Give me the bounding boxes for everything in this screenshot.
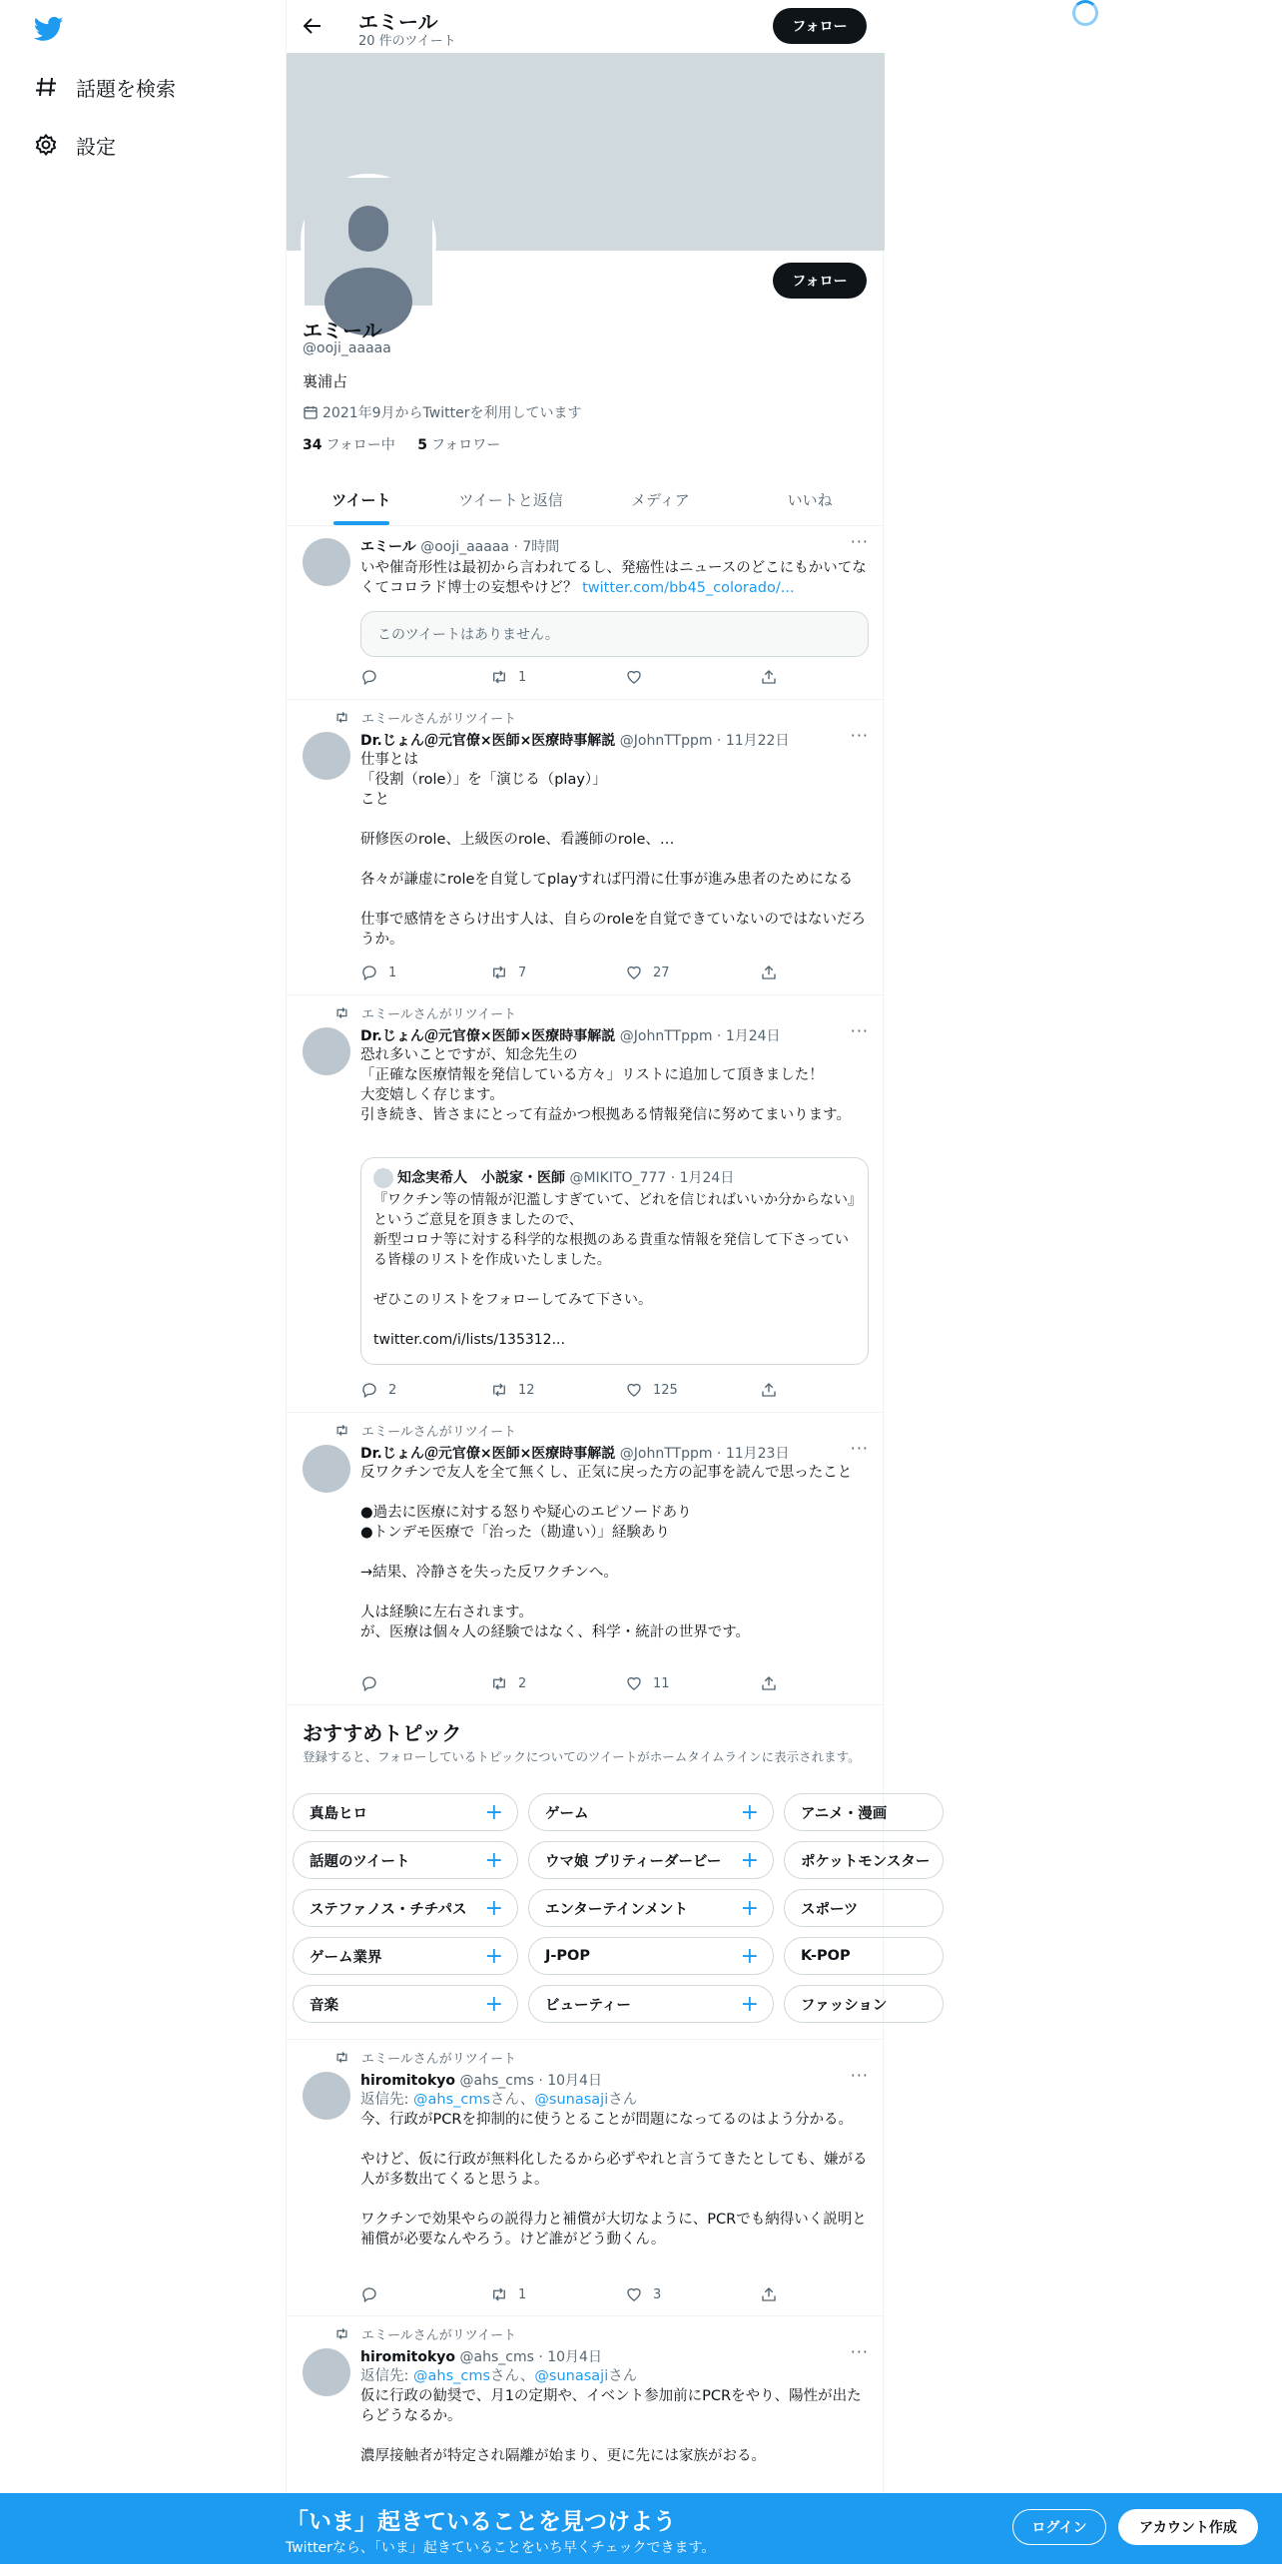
signup-button[interactable]: アカウント作成 [1118,2509,1258,2545]
signup-banner-subtitle: Twitterなら、「いま」起きていることをいち早くチェックできます。 [286,2540,716,2556]
tweet-text: 反ワクチンで友人を全て無くし、正気に戻った方の記事を読んで思ったこと ●過去に医療に対する怒りや疑心のエピソードあり ●トンデモ医療で「治った（勘違い）」経験あり →結果、冷静さを失った反ワクチンへ。 人は経験に左右されます。 が、医療は個々人の経験ではなく、科学・統計の世界です。 [360,1465,853,1640]
more-options-icon[interactable]: ··· [850,726,869,745]
reply-to-suffix: さん [608,2092,638,2108]
reply-to-user-link[interactable]: @sunasaji [534,2092,609,2108]
share-button[interactable] [760,1381,790,1399]
more-options-icon[interactable]: ··· [850,2066,869,2085]
tweet-item[interactable] [287,2040,885,2316]
followers-label: フォロワー [431,437,501,453]
nav-explore[interactable] [34,67,176,107]
topic-chip[interactable] [528,1889,774,1927]
like-button[interactable] [625,1674,760,1692]
tweet-handle-time[interactable]: @JohnTTppm · 1月24日 [619,1028,781,1044]
topic-chip-label: ポケットモンスター [801,1853,931,1870]
topic-chip[interactable] [293,1841,518,1879]
reply-to-suffix: さん [608,2368,638,2384]
back-arrow-icon[interactable] [301,14,324,38]
retweet-button[interactable] [490,1381,625,1399]
more-options-icon[interactable]: ··· [850,1021,869,1040]
reply-count: 1 [388,965,397,980]
retweeted-by-text[interactable]: エミールさんがリツイート [361,1007,517,1022]
tweet-header [360,536,871,556]
header-tweet-count: 20 件のツイート [358,34,456,49]
reply-to-mid: さん、 [490,2092,535,2108]
retweet-count: 7 [518,965,527,980]
share-button[interactable] [760,964,790,981]
topic-chip[interactable] [784,1937,944,1975]
topic-chip[interactable] [784,1889,944,1927]
retweet-button[interactable] [490,668,625,686]
reply-to-prefix: 返信先: [360,2092,413,2108]
reply-button[interactable] [360,1381,490,1399]
retweeted-by-text[interactable]: エミールさんがリツイート [361,2052,517,2067]
profile-join-date [303,402,581,422]
tab-media[interactable]: メディア [630,490,690,509]
following-count: 34 [303,437,322,453]
nav-settings[interactable] [34,125,116,165]
topic-chip-label: ゲーム [545,1805,589,1822]
calendar-icon [303,404,319,420]
nav-settings-label: 設定 [76,134,116,159]
recommended-topics [287,1705,931,2040]
retweet-icon [490,1674,508,1692]
retweet-count: 2 [518,1675,527,1691]
loading-spinner-icon [1072,0,1098,26]
retweet-context [334,2048,516,2067]
reply-icon [360,1381,378,1399]
topic-chip[interactable] [293,1937,518,1975]
retweet-icon [490,668,508,686]
topic-chip-label: ファッション [801,1997,888,2014]
retweet-context [334,1003,516,1022]
like-count: 125 [653,1382,678,1398]
like-button[interactable] [625,964,760,981]
tweet-author-name[interactable]: hiromitokyo [360,2073,456,2089]
plus-icon: + [740,1799,759,1825]
reply-icon [360,1674,378,1692]
topic-chip-label: 話題のツイート [310,1853,410,1870]
plus-icon: + [484,1991,503,2017]
like-count: 3 [653,2286,662,2302]
plus-icon: + [740,1847,759,1873]
profile-join-text: 2021年9月からTwitterを利用しています [322,405,582,421]
following-label: フォロー中 [325,437,395,453]
reply-to-user-link[interactable]: @sunasaji [534,2368,609,2384]
heart-icon [625,964,643,981]
topic-chip-label: ゲーム業界 [310,1949,382,1966]
topic-chip-label: ステファノス・チチパス [310,1901,467,1918]
quoted-tweet-text: 『ワクチン等の情報が氾濫しすぎていて、どれを信じればいいか分からない』というご意見を頂きましたので、 新型コロナ等に対する科学的な根拠のある貴重な情報を発信して下さっている皆様のリストを作成いたしました。 ぜひこのリストをフォローしてみて下さい。 twitter.com/i/lists/135312... [373,1192,856,1348]
retweet-icon [490,1381,508,1399]
retweet-small-icon [334,1423,349,1438]
share-button[interactable] [760,2285,790,2303]
topic-chip[interactable] [293,1793,518,1831]
topic-chip-label: 真島ヒロ [310,1805,367,1822]
topic-chip-label: スポーツ [801,1901,859,1918]
tweet-avatar[interactable] [303,538,350,586]
tweet-avatar[interactable] [303,1027,350,1075]
tweet-item[interactable] [287,526,885,700]
like-button[interactable] [625,1381,760,1399]
tweet-actions [360,1674,790,1692]
reply-count: 2 [388,1382,397,1398]
tweet-link[interactable]: twitter.com/bb45_colorado/... [582,580,795,596]
retweeted-by-text[interactable]: エミールさんがリツイート [361,712,517,727]
reply-button[interactable] [360,1674,490,1692]
quoted-author-name: 知念実希人 小説家・医師 [397,1170,565,1186]
plus-icon: + [740,1943,759,1969]
retweet-count: 1 [518,669,527,685]
profile-name: エミール [303,319,382,342]
retweet-context [334,2324,516,2343]
profile-header-bar [287,0,885,53]
topic-chip-label: 音楽 [310,1997,338,2014]
tweet-avatar[interactable] [303,732,350,780]
reply-icon [360,668,378,686]
tweet-avatar[interactable] [303,2348,350,2396]
topic-chip[interactable] [293,1985,518,2023]
tweet-header [360,2070,871,2090]
reply-icon [360,964,378,981]
plus-icon: + [740,1991,759,2017]
tweet-header [360,730,871,750]
profile-column [286,0,931,2564]
tweet-avatar[interactable] [303,2072,350,2120]
more-options-icon[interactable]: ··· [850,2342,869,2361]
tweet-handle-time[interactable]: @JohnTTppm · 11月22日 [619,733,790,749]
topic-chip[interactable] [528,1937,774,1975]
tweet-text: 恐れ多いことですが、知念先生の 「正確な医療情報を発信している方々」リストに追加して頂きました！ 大変嬉しく存じます。 引き続き、皆さまにとって有益かつ根拠ある情報発信に努めてまいります。 [360,1047,851,1123]
login-button[interactable]: ログイン [1012,2509,1106,2545]
profile-follow-button[interactable]: フォロー [773,263,867,299]
share-icon [760,2285,778,2303]
reply-button[interactable] [360,2285,490,2303]
tweet-item[interactable] [287,1413,885,1705]
more-options-icon[interactable]: ··· [850,532,869,551]
topic-chip-label: アニメ・漫画 [801,1805,888,1822]
tweet-item[interactable] [287,700,885,995]
quoted-avatar [373,1168,393,1188]
hashtag-icon [34,75,58,99]
reply-to-user-link[interactable]: @ahs_cms [413,2368,491,2384]
plus-icon: + [740,1895,759,1921]
tweet-text: 仕事とは 「役割（role）」を「演じる（play）」 こと 研修医のrole、上級医のrole、看護師のrole、… 各々が謙虚にroleを自覚してplayすれば円滑に仕事が進み患者のためになる 仕事で感情をさらけ出す人は、自らのroleを自覚できていないのではないだろうか。 [360,752,866,948]
topic-chip[interactable] [784,1793,944,1831]
plus-icon: + [484,1895,503,1921]
reply-to-line [360,2366,871,2386]
twitter-logo-icon[interactable] [34,14,64,44]
signup-banner-title: 「いま」起きていることを見つけよう [286,2509,676,2535]
heart-icon [625,2285,643,2303]
tweet-header [360,2346,871,2366]
like-button[interactable] [625,2285,760,2303]
tweet-actions [360,668,790,686]
reply-to-prefix: 返信先: [360,2368,413,2384]
like-button[interactable] [625,668,760,686]
unavailable-tweet-box: このツイートはありません。 [360,611,869,657]
topic-chip-label: エンターテインメント [545,1901,688,1918]
reply-to-line [360,2090,871,2110]
retweet-context [334,708,516,727]
reply-icon [360,2285,378,2303]
retweet-count: 12 [518,1382,535,1398]
tab-tweets[interactable]: ツイート [287,473,436,525]
header-follow-button[interactable]: フォロー [773,8,867,44]
retweet-small-icon [334,2326,349,2341]
topics-title: おすすめトピック [303,1721,462,1745]
topic-chip[interactable] [293,1889,518,1927]
tab-tweets-replies[interactable]: ツイートと返信 [458,490,563,509]
quoted-handle-time: @MIKITO_777 · 1月24日 [569,1170,735,1186]
tweet-author-name[interactable]: エミール [360,539,416,555]
retweet-context [334,1421,516,1440]
tweet-item[interactable] [287,995,885,1413]
retweet-small-icon [334,710,349,725]
tweet-text: 今、行政がPCRを抑制的に使うとることが問題になってるのはよう分かる。 やけど、仮に行政が無料化したるから必ずやれと言うてきたとしても、嫌がる人が多数出てくると思うよ。 ワクチンで効果やらの説得力と補償が大切なように、PCRでも納得いく説明と補償が必要なんやろう。けど誰がどう動くん。 [360,2112,868,2248]
topic-chip[interactable] [528,1985,774,2023]
tweet-avatar[interactable] [303,1445,350,1493]
retweet-button[interactable] [490,964,625,981]
topic-chip[interactable] [528,1841,774,1879]
heart-icon [625,668,643,686]
retweet-small-icon [334,2050,349,2065]
retweet-button[interactable] [490,2285,625,2303]
tweet-actions [360,1381,790,1399]
tweet-handle-time[interactable]: @ahs_cms · 10月4日 [459,2349,602,2365]
plus-icon: + [484,1943,503,1969]
share-button[interactable] [760,1674,790,1692]
tweet-handle-time[interactable]: @ahs_cms · 10月4日 [459,2073,602,2089]
gear-icon [34,133,58,157]
topic-chip-label: K-POP [801,1948,851,1964]
topic-chip[interactable] [784,1841,944,1879]
reply-to-mid: さん、 [490,2368,535,2384]
header-profile-name: エミール [358,10,438,34]
quoted-tweet[interactable] [360,1157,869,1365]
heart-icon [625,1674,643,1692]
followers-link[interactable] [417,437,500,453]
profile-avatar[interactable] [301,174,436,310]
share-icon [760,668,778,686]
tweet-text [360,558,871,598]
more-options-icon[interactable]: ··· [850,1439,869,1458]
tweet-handle-time[interactable]: @ooji_aaaaa · 7時間 [420,539,560,555]
tweet-text: 仮に行政の勧奨で、月1の定期や、イベント参加前にPCRをやり、陽性が出たらどうなるか。 濃厚接触者が特定され隔離が始まり、更に先には家族がおる。 [360,2388,862,2464]
tweet-actions [360,964,790,981]
followers-count: 5 [417,437,427,453]
like-count: 11 [653,1675,670,1691]
retweet-small-icon [334,1005,349,1020]
share-icon [760,964,778,981]
reply-to-user-link[interactable]: @ahs_cms [413,2092,491,2108]
topic-chip-label: J-POP [545,1948,590,1964]
tweet-header [360,1443,871,1463]
profile-handle: @ooji_aaaaa [303,340,391,356]
tweet-text-body: いや催奇形性は最初から言われてるし、発癌性はニュースのどこにもかいてなくてコロラド博士の妄想やけど？ [360,560,867,596]
retweet-count: 1 [518,2286,527,2302]
tweet-author-name[interactable]: Dr.じょん＠元官僚×医師×医療時事解説 [360,733,616,749]
profile-tabs [287,473,885,526]
like-count: 27 [653,965,670,980]
retweeted-by-text[interactable]: エミールさんがリツイート [361,2328,517,2343]
retweet-icon [490,2285,508,2303]
plus-icon: + [484,1847,503,1873]
tweet-actions [360,2285,790,2303]
reply-button[interactable] [360,964,490,981]
retweet-button[interactable] [490,1674,625,1692]
share-icon [760,1674,778,1692]
plus-icon: + [484,1799,503,1825]
retweeted-by-text[interactable]: エミールさんがリツイート [361,1425,517,1440]
quoted-tweet-header [373,1168,856,1188]
share-icon [760,1381,778,1399]
share-button[interactable] [760,668,790,686]
profile-stats [303,434,500,454]
tweet-handle-time[interactable]: @JohnTTppm · 11月23日 [619,1446,790,1462]
topic-chip-label: ビューティー [545,1997,631,2014]
default-avatar-icon [305,178,432,306]
following-link[interactable] [303,437,395,453]
reply-button[interactable] [360,668,490,686]
tweet-header [360,1025,871,1045]
signup-banner [0,2493,1282,2564]
retweet-icon [490,964,508,981]
tweet-author-name[interactable]: hiromitokyo [360,2349,456,2365]
topics-subtitle: 登録すると、フォローしているトピックについてのツイートがホームタイムラインに表示されます。 [303,1749,861,1764]
tweet-author-name[interactable]: Dr.じょん＠元官僚×医師×医療時事解説 [360,1028,616,1044]
topic-chip[interactable] [784,1985,944,2023]
topic-chip[interactable] [528,1793,774,1831]
topic-chip-label: ウマ娘 プリティーダービー [545,1853,722,1870]
tweet-author-name[interactable]: Dr.じょん＠元官僚×医師×医療時事解説 [360,1446,616,1462]
heart-icon [625,1381,643,1399]
nav-explore-label: 話題を検索 [76,76,176,101]
profile-bio: 裏浦占 [303,372,348,390]
tab-likes[interactable]: いいね [787,490,833,509]
